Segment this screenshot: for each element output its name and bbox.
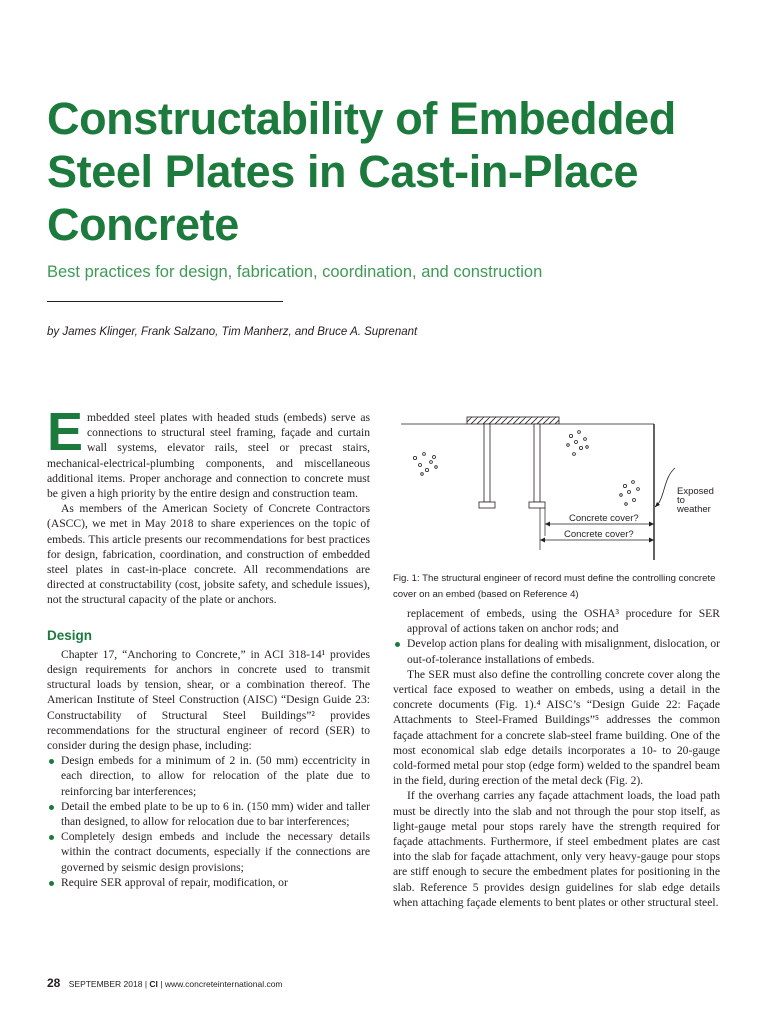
- figure-1-caption: Fig. 1: The structural engineer of record must define the controlling concrete cover on an embed (based on Reference 4): [393, 573, 716, 600]
- arrow-1-right: [649, 522, 654, 527]
- article-subtitle: Best practices for design, fabrication, coordination, and construction: [47, 263, 543, 281]
- design-paragraph-1: Chapter 17, “Anchoring to Concrete,” in ACI 318-14¹ provides design requirements for anchors in concrete used to transmit structural loads by tension, shear, or a combination thereof. The American Institute of Steel Construction (AISC) “Design Guide 23: Constructability of Structural Steel Buildings”² provides recommendations for the structural engineer of record (SER) to consider during the design phase, including:: [47, 647, 370, 753]
- design-bullet-2: Detail the embed plate to be up to 6 in. (150 mm) wider and taller than designed, to allow for relocation due to bar interferences;: [47, 799, 370, 829]
- right-paragraph-2: If the overhang carries any façade attachment loads, the load path must be directly into the slab and not through the pour stop itself, as light-gauge metal pour stops rarely have the strength required for façade attachments. Furthermore, if steel embedment plates are cast into the slab for façade attachment, only very heavy-gauge pour stops are stiff enough to secure the embedment plates for positioning in the slab. Reference 5 provides design guidelines for slab edge details when attaching façade elements to bent plates or other structural steel.: [393, 789, 720, 909]
- issue-date: SEPTEMBER 2018: [68, 979, 143, 989]
- article-title: Constructability of Embedded Steel Plates in Cast-in-Place Concrete: [47, 93, 676, 250]
- headed-stud-right: [534, 424, 540, 502]
- bullet-continuation: replacement of embeds, using the OSHA³ procedure for SER approval of actions taken on anchor rods; and: [407, 607, 720, 636]
- stud-head-left: [479, 502, 495, 508]
- arrow-1-left: [545, 522, 550, 527]
- journal-abbrev: CI: [149, 979, 158, 989]
- arrow-2-right: [649, 538, 654, 543]
- page-footer: [47, 976, 747, 990]
- arrow-2-left: [540, 538, 545, 543]
- title-divider: [47, 301, 283, 302]
- exposed-label-line-3: weather: [677, 504, 711, 515]
- embed-cover-diagram: [393, 412, 723, 572]
- exposed-label-line-2: to: [677, 495, 685, 506]
- intro-text-1: mbedded steel plates with headed studs (embeds) serve as connections to structural steel framing, façade and curtain wall systems, elevator rails, steel or precast stairs, mechanical-electrical-plumbing components, and miscellaneous additional items. Proper anchorage and connection to concrete must be given a high priority by the entire design and construction team.: [47, 411, 370, 501]
- right-paragraph-1: The SER must also define the controlling concrete cover along the vertical face exposed to weather on embeds, using a detail in the concrete documents (Fig. 1).⁴ AISC’s “Design Guide 22: Façade Attachments to Steel-Framed Buildings”⁵ addresses the common façade attachment for a concrete slab-steel frame building. One of the most economical slab edge details incorporates a 10- to 20-gauge cold-formed metal pour stop (edge form) welded to the spandrel beam in the field, during erection of the metal deck (Fig. 2).: [393, 667, 720, 788]
- drop-cap: E: [47, 402, 84, 462]
- design-bullet-3: Completely design embeds and include the necessary details within the contract documents, especially if the connections are governed by seismic design provisions;: [47, 829, 370, 875]
- design-bullet-list: [47, 753, 370, 890]
- aggregate-symbols: [413, 431, 639, 506]
- exposed-label-line-1: Exposed: [677, 486, 714, 497]
- cover-label-2: Concrete cover?: [564, 529, 634, 540]
- section-heading-design: Design: [47, 627, 93, 643]
- footer-separator-1: |: [144, 979, 148, 989]
- right-column: [393, 606, 720, 910]
- intro-paragraph-1: [47, 402, 370, 501]
- figure-1-diagram: [393, 412, 723, 572]
- website-link[interactable]: www.concreteinternational.com: [164, 979, 283, 989]
- cover-label-1: Concrete cover?: [569, 513, 639, 524]
- page-number: 28: [47, 976, 61, 990]
- right-bullet-1: Develop action plans for dealing with misalignment, dislocation, or out-of-tolerance installations of embeds.: [393, 636, 720, 666]
- intro-paragraph-2: As members of the American Society of Concrete Contractors (ASCC), we met in May 2018 to share experiences on the topic of embeds. This article presents our recommendations for best practices for design, fabrication, coordination, and construction of embedded steel plates in cast-in-place concrete. All recommendations are directed at constructability (cost, jobsite safety, and schedule issues), not the structural capacity of the plate or anchors.: [47, 502, 370, 607]
- embed-plate: [467, 417, 559, 424]
- article-authors: by James Klinger, Frank Salzano, Tim Manherz, and Bruce A. Suprenant: [47, 326, 418, 338]
- stud-head-right: [529, 502, 545, 508]
- design-bullet-1: Design embeds for a minimum of 2 in. (50 mm) eccentricity in each direction, to allow for relocation of the plate due to reinforcing bar interferences;: [47, 753, 370, 799]
- headed-stud-left: [484, 424, 490, 502]
- design-bullet-4: Require SER approval of repair, modification, or: [47, 875, 370, 890]
- left-column: [47, 402, 370, 890]
- footer-separator-2: |: [160, 979, 163, 989]
- right-bullet-list: [393, 636, 720, 666]
- exposed-leader: [655, 468, 675, 507]
